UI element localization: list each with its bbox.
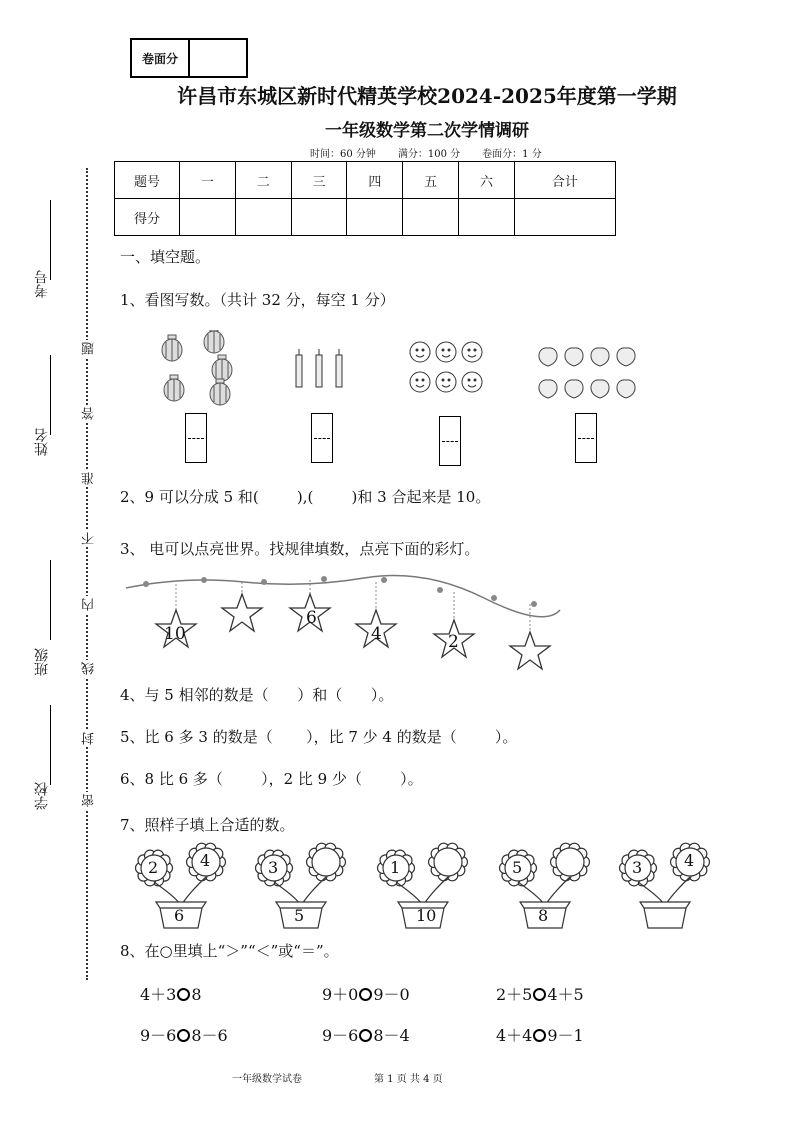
table-cell: 合计 xyxy=(514,162,615,199)
answer-box[interactable] xyxy=(185,413,207,463)
side-label-xingming: 姓名 xyxy=(34,428,50,456)
star-icon xyxy=(510,632,550,669)
star-number: 4 xyxy=(371,624,382,644)
flower-number: 5 xyxy=(512,858,523,877)
star-lights xyxy=(124,572,564,672)
compare-circle[interactable] xyxy=(177,988,190,1001)
flower-number: 2 xyxy=(148,858,159,877)
flower-number: 6 xyxy=(174,906,185,925)
compare-expression: 9－6 8－4 xyxy=(322,1026,410,1045)
xuexiao-underline xyxy=(50,705,51,785)
seal-char: 内 xyxy=(82,598,97,611)
question-7: 7、照样子填上合适的数。 xyxy=(120,816,295,834)
score-input-cell[interactable] xyxy=(180,199,236,236)
candle-icons xyxy=(296,349,342,387)
side-label-xuexiao: 学校 xyxy=(34,782,50,810)
question-1: 1、看图写数。（共计 32 分，每空 1 分） xyxy=(120,291,395,309)
score-input-cell[interactable] xyxy=(291,199,347,236)
exam-full-score: 满分：100 分 xyxy=(397,149,461,160)
exam-subtitle: 一年级数学第二次学情调研 xyxy=(325,121,529,141)
flower-number: 3 xyxy=(632,858,643,877)
answer-box[interactable] xyxy=(439,416,461,466)
seal-char: 线 xyxy=(82,662,97,675)
table-cell: 题号 xyxy=(115,162,180,199)
table-cell: 四 xyxy=(347,162,403,199)
seal-char: 不 xyxy=(82,532,97,545)
score-input-cell[interactable] xyxy=(235,199,291,236)
counting-pictures xyxy=(150,330,650,410)
score-input-cell[interactable] xyxy=(459,199,515,236)
peach-icons xyxy=(539,348,635,398)
xingming-underline xyxy=(50,355,51,435)
exam-meta xyxy=(310,145,542,160)
star-number: 6 xyxy=(306,608,317,628)
star-icon xyxy=(222,594,262,631)
side-label-banji: 班级 xyxy=(34,648,50,676)
compare-circle[interactable] xyxy=(533,1029,546,1042)
table-cell: 三 xyxy=(291,162,347,199)
table-cell: 五 xyxy=(403,162,459,199)
question-5: 5、比 6 多 3 的数是（ ），比 7 少 4 的数是（ ）。 xyxy=(120,728,518,746)
exam-time: 时间：60 分钟 xyxy=(310,149,376,160)
flower-number: 3 xyxy=(268,858,279,877)
score-input-cell[interactable] xyxy=(403,199,459,236)
score-table xyxy=(114,161,616,236)
question-6: 6、8 比 6 多（ ），2 比 9 少（ ）。 xyxy=(120,770,423,788)
footer-page: 第 1 页 共 4 页 xyxy=(374,1074,443,1085)
table-cell: 二 xyxy=(235,162,291,199)
table-cell: 一 xyxy=(180,162,236,199)
side-label-kaohao: 考号 xyxy=(34,270,50,298)
paper-score-box xyxy=(130,38,248,78)
banji-underline xyxy=(50,560,51,640)
flower-number: 4 xyxy=(200,851,211,870)
flower-number: 4 xyxy=(684,851,695,870)
compare-expression: 4＋4 9－1 xyxy=(496,1026,584,1045)
exam-paper-score: 卷面分：1 分 xyxy=(482,149,542,160)
footer-subject: 一年级数学试卷 xyxy=(232,1074,302,1085)
flower-number: 10 xyxy=(416,906,437,925)
table-cell: 六 xyxy=(459,162,515,199)
compare-expression: 9＋0 9－0 xyxy=(322,985,410,1004)
seal-char: 封 xyxy=(82,732,97,745)
score-input-cell[interactable] xyxy=(514,199,615,236)
table-cell: 得分 xyxy=(115,199,180,236)
seal-char: 答 xyxy=(82,407,97,420)
answer-box[interactable] xyxy=(311,413,333,463)
question-2: 2、9 可以分成 5 和( ),( )和 3 合起来是 10。 xyxy=(120,488,491,506)
seal-char: 密 xyxy=(82,794,97,807)
compare-circle[interactable] xyxy=(359,1029,372,1042)
paper-score-blank[interactable] xyxy=(190,40,246,76)
exam-title: 许昌市东城区新时代精英学校2024-2025年度第一学期 xyxy=(177,84,677,108)
question-3: 3、 电可以点亮世界。找规律填数，点亮下面的彩灯。 xyxy=(120,540,480,558)
smiley-icons xyxy=(410,342,482,392)
lantern-icons xyxy=(162,330,232,405)
question-4: 4、与 5 相邻的数是（ ）和（ ）。 xyxy=(120,686,394,704)
compare-circle[interactable] xyxy=(177,1029,190,1042)
seal-char: 题 xyxy=(82,342,97,355)
answer-box[interactable] xyxy=(575,413,597,463)
question-8: 8、在○里填上“＞”“＜”或“＝”。 xyxy=(120,942,339,960)
compare-circle[interactable] xyxy=(359,988,372,1001)
section-title: 一、填空题。 xyxy=(120,248,211,266)
compare-expression: 2＋5 4＋5 xyxy=(496,985,584,1004)
seal-char: 准 xyxy=(82,472,97,485)
compare-expression: 9－6 8－6 xyxy=(140,1026,228,1045)
score-input-cell[interactable] xyxy=(347,199,403,236)
table-row xyxy=(115,199,616,236)
kaohao-underline xyxy=(50,200,51,280)
compare-expression: 4＋3 8 xyxy=(140,985,202,1004)
paper-score-label: 卷面分 xyxy=(132,40,190,76)
table-row xyxy=(115,162,616,199)
compare-circle[interactable] xyxy=(533,988,546,1001)
star-number: 2 xyxy=(448,632,459,652)
flower-number: 5 xyxy=(294,906,305,925)
star-number: 10 xyxy=(164,624,186,644)
flower-number: 8 xyxy=(538,906,549,925)
binding-dotted-line xyxy=(86,168,88,980)
flower-number: 1 xyxy=(390,858,401,877)
